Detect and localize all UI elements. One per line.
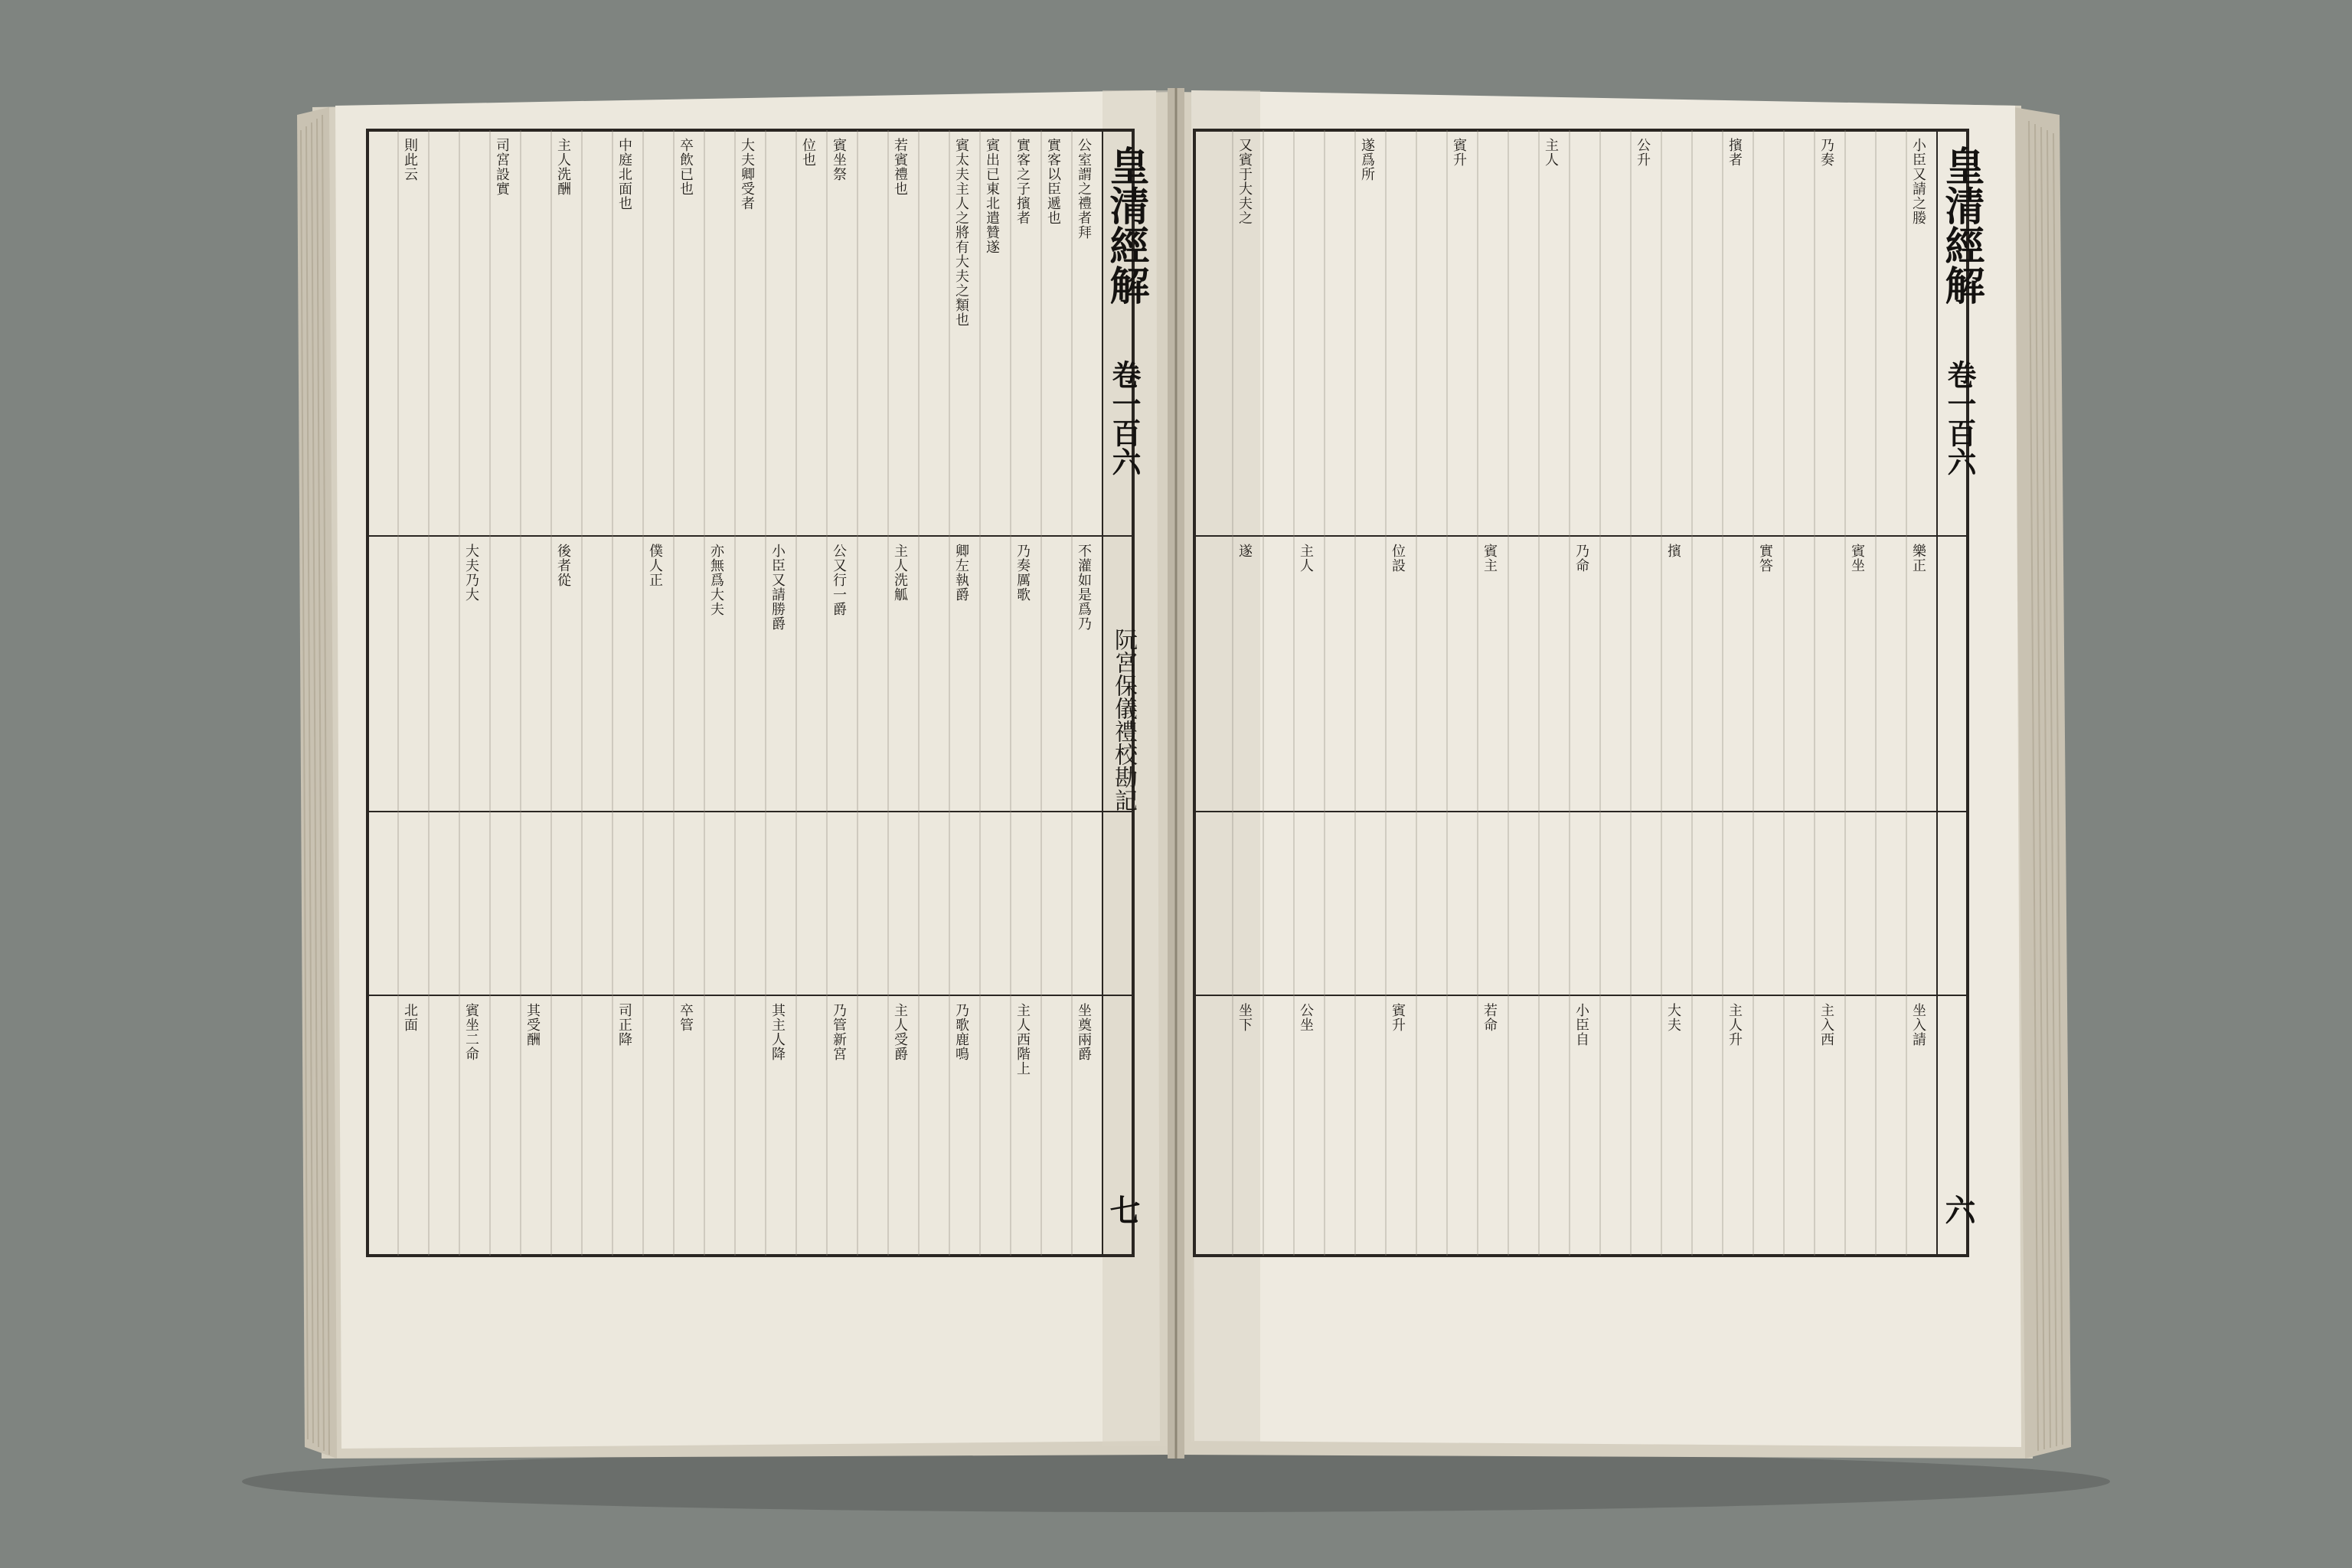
- left-col-top-6: 若賓禮也: [892, 138, 908, 196]
- left-col-top-3: 實客之子擯者: [1014, 138, 1031, 225]
- left-col-mid-7: 亦無爲大夫: [708, 544, 724, 616]
- left-col-top-2: 實客以臣遞也: [1045, 138, 1061, 225]
- right-col-top-2: 乃奏: [1818, 138, 1834, 167]
- left-col-bot-6: 其主人降: [769, 1003, 786, 1061]
- left-col-bot-1: 坐奠兩爵: [1076, 1003, 1092, 1061]
- left-col-bot-3: 乃歌鹿鳴: [953, 1003, 969, 1061]
- left-col-top-12: 主人洗酬: [555, 138, 571, 196]
- right-book-title: 皇清經解: [1938, 145, 1984, 305]
- left-col-top-7: 賓坐祭: [831, 138, 847, 181]
- right-col-top-8: 又賓于大夫之: [1236, 138, 1253, 225]
- left-col-top-9: 大夫卿受者: [739, 138, 755, 211]
- left-col-mid-3: 卿左執爵: [953, 544, 969, 602]
- left-col-bot-4: 主人受爵: [892, 1003, 908, 1061]
- left-book-title: 皇清經解: [1102, 145, 1149, 305]
- left-col-top-10: 卒飲已也: [678, 138, 694, 196]
- right-col-mid-1: 樂正: [1910, 544, 1926, 573]
- right-col-bot-5: 小臣自: [1573, 1003, 1589, 1047]
- right-col-top-3: 擯者: [1726, 138, 1743, 167]
- right-col-top-6: 賓升: [1451, 138, 1467, 167]
- left-col-mid-2: 乃奏厲歌: [1014, 544, 1031, 602]
- left-col-bot-8: 司正降: [616, 1003, 632, 1047]
- right-col-bot-3: 主人升: [1726, 1003, 1743, 1047]
- right-col-mid-6: 賓主: [1481, 544, 1498, 573]
- left-col-top-14: 則此云: [402, 138, 418, 181]
- right-col-bot-9: 坐下: [1236, 1003, 1253, 1032]
- right-col-bot-7: 賓升: [1390, 1003, 1406, 1032]
- right-col-mid-8: 主人: [1298, 544, 1314, 573]
- right-col-bot-2: 主入西: [1818, 1003, 1834, 1047]
- left-col-mid-10: 大夫乃大: [463, 544, 479, 602]
- left-col-bot-9: 其受酬: [524, 1003, 541, 1047]
- right-col-bot-4: 大夫: [1665, 1003, 1681, 1032]
- right-col-bot-1: 坐入請: [1910, 1003, 1926, 1047]
- left-col-top-11: 中庭北面也: [616, 138, 632, 211]
- left-col-mid-1: 不灌如是爲乃: [1076, 544, 1092, 631]
- left-page-number: 七: [1105, 1194, 1141, 1225]
- right-col-mid-7: 位設: [1390, 544, 1406, 573]
- left-col-bot-7: 卒管: [678, 1003, 694, 1032]
- right-col-top-5: 主人: [1543, 138, 1559, 167]
- right-col-bot-8: 公坐: [1298, 1003, 1314, 1032]
- left-volume-label: 卷一百六: [1107, 360, 1142, 476]
- right-col-top-4: 公升: [1635, 138, 1651, 167]
- right-volume-label: 卷一百六: [1942, 360, 1977, 476]
- right-col-top-7: 遂爲所: [1359, 138, 1375, 181]
- left-col-top-5: 賓太夫主人之將有大夫之類也: [953, 138, 969, 327]
- left-col-top-4: 賓出已東北遣贊遂: [984, 138, 1000, 254]
- left-col-mid-9: 後者從: [555, 544, 571, 587]
- left-col-bot-10: 賓坐二命: [463, 1003, 479, 1061]
- right-col-bot-6: 若命: [1481, 1003, 1498, 1032]
- right-col-mid-4: 擯: [1665, 544, 1681, 558]
- left-col-bot-11: 北面: [402, 1003, 418, 1032]
- left-col-top-1: 公室謂之禮者拜: [1076, 138, 1092, 240]
- left-col-mid-5: 公又行一爵: [831, 544, 847, 616]
- right-col-mid-9: 遂: [1236, 544, 1253, 558]
- right-col-mid-2: 賓坐: [1849, 544, 1865, 573]
- left-col-top-8: 位也: [800, 138, 816, 167]
- left-col-mid-6: 小臣又請勝爵: [769, 544, 786, 631]
- right-col-top-1: 小臣又請之媵: [1910, 138, 1926, 225]
- right-col-mid-5: 乃命: [1573, 544, 1589, 573]
- left-col-mid-8: 僕人正: [647, 544, 663, 587]
- left-col-mid-4: 主人洗觚: [892, 544, 908, 602]
- left-colophon: 阮宮保儀禮校勘記: [1110, 628, 1137, 812]
- right-col-mid-3: 實答: [1757, 544, 1773, 573]
- right-page-number: 六: [1940, 1194, 1976, 1225]
- left-col-bot-5: 乃管新宮: [831, 1003, 847, 1061]
- left-col-bot-2: 主人西階上: [1014, 1003, 1031, 1076]
- left-col-top-13: 司宮設實: [494, 138, 510, 196]
